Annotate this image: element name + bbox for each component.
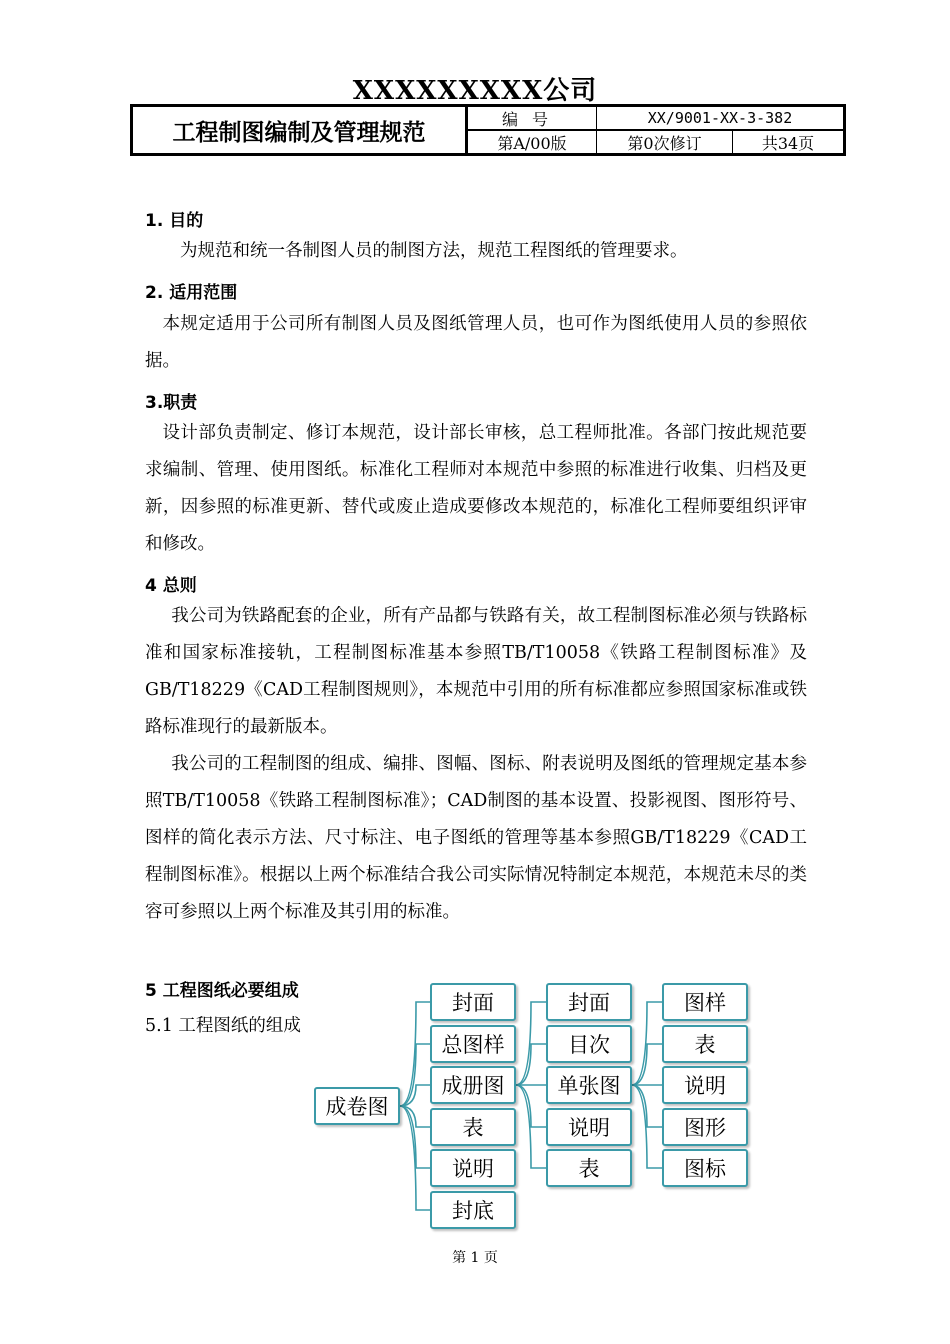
section-4-text-1: 我公司为铁路配套的企业，所有产品都与铁路有关，故工程制图标准必须与铁路标准和国家标准接轨，工程制图标准基本参照TB/T10058《铁路工程制图标准》及GB/T18229《CAD工程制图规则》，本规范中引用的所有标准都应参照国家标准或铁路标准现行的最新版本。 <box>145 606 807 737</box>
tree-node-contents: 目次 <box>546 1025 632 1063</box>
tree-node-cover: 封面 <box>430 983 516 1021</box>
tree-node-description-3: 说明 <box>662 1066 748 1104</box>
page-count-cell: 共34页 <box>761 133 815 153</box>
section-3-text: 设计部负责制定、修订本规范，设计部长审核，总工程师批准。各部门按此规范要求编制、管理、使用图纸。标准化工程师对本规范中参照的标准进行收集、归档及更新，因参照的标准更新、替代或废止造成要修改本规范的，标准化工程师要组织评审和修改。 <box>145 423 807 554</box>
document-header-table <box>130 104 846 156</box>
document-title: 工程制图编制及管理规范 <box>133 107 468 153</box>
number-label: 编号 <box>468 107 597 131</box>
page-number: 第 1 页 <box>452 1250 498 1266</box>
tree-node-pattern: 图样 <box>662 983 748 1021</box>
tree-node-table-3: 表 <box>662 1025 748 1063</box>
tree-node-back-cover: 封底 <box>430 1191 516 1229</box>
tree-node-general-drawing: 总图样 <box>430 1025 516 1063</box>
tree-node-bound-drawings: 成册图 <box>430 1066 516 1104</box>
section-1-heading: 1. 目的 <box>145 211 204 231</box>
section-5-heading: 5 工程图纸必要组成 <box>145 981 299 1001</box>
section-4-heading: 4 总则 <box>145 576 197 596</box>
tree-node-cover-2: 封面 <box>546 983 632 1021</box>
tree-node-description: 说明 <box>430 1149 516 1187</box>
tree-node-title-block: 图标 <box>662 1149 748 1187</box>
section-5-1-heading: 5.1 工程图纸的组成 <box>145 1016 301 1036</box>
revision-cell: 第0次修订 <box>597 131 733 153</box>
section-1-text: 为规范和统一各制图人员的制图方法，规范工程图纸的管理要求。 <box>180 241 688 261</box>
section-2-text: 本规定适用于公司所有制图人员及图纸管理人员，也可作为图纸使用人员的参照依据。 <box>145 314 807 371</box>
tree-root-node: 成卷图 <box>314 1087 400 1125</box>
section-3-heading: 3.职责 <box>145 393 198 413</box>
tree-node-table-2: 表 <box>546 1149 632 1187</box>
tree-node-description-2: 说明 <box>546 1108 632 1146</box>
document-number: XX/9001-XX-3-382 <box>597 107 843 131</box>
company-name: XXXXXXXXX公司 <box>352 76 598 106</box>
version-cell: 第A/00版 <box>468 131 597 153</box>
tree-node-single-drawing: 单张图 <box>546 1066 632 1104</box>
section-4-text-2: 我公司的工程制图的组成、编排、图幅、图标、附表说明及图纸的管理规定基本参照TB/T10058《铁路工程制图标准》；CAD制图的基本设置、投影视图、图形符号、图样的简化表示方法、尺寸标注、电子图纸的管理等基本参照GB/T18229《CAD工程制图标准》。根据以上两个标准结合我公司实际情况特制定本规范，本规范未尽的类容可参照以上两个标准及其引用的标准。 <box>145 754 807 922</box>
tree-node-graphics: 图形 <box>662 1108 748 1146</box>
section-2-heading: 2. 适用范围 <box>145 283 238 303</box>
tree-node-table: 表 <box>430 1108 516 1146</box>
